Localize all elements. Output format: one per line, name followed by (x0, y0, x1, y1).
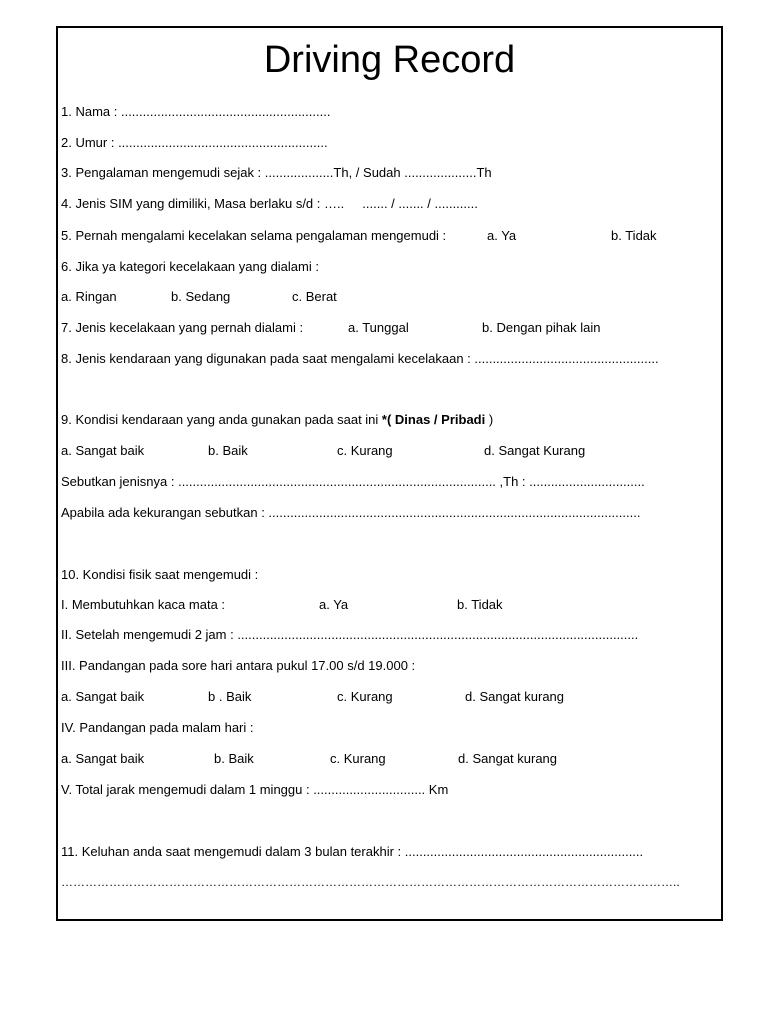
option-10-iv-sangat-kurang[interactable]: d. Sangat kurang (458, 751, 558, 766)
option-6-ringan[interactable]: a. Ringan (61, 289, 117, 304)
option-6-sedang[interactable]: b. Sedang (171, 289, 231, 304)
option-10-iv-sangat-baik[interactable]: a. Sangat baik (61, 751, 145, 766)
option-9-baik[interactable]: b. Baik (208, 443, 248, 458)
field-nama[interactable]: 1. Nama : .......................................................... (61, 104, 331, 119)
option-10-i-ya[interactable]: a. Ya (319, 597, 349, 612)
question-10-i: I. Membutuhkan kaca mata : (61, 597, 226, 612)
field-pengalaman[interactable]: 3. Pengalaman mengemudi sejak : ...................Th, / Sudah ....................Th (61, 165, 492, 180)
question-6: 6. Jika ya kategori kecelakaan yang dialami : (61, 259, 319, 274)
option-10-iv-baik[interactable]: b. Baik (214, 751, 254, 766)
option-6-berat[interactable]: c. Berat (292, 289, 337, 304)
option-5-ya[interactable]: a. Ya (487, 228, 517, 243)
field-keluhan-line[interactable]: ……………………………………………………………………………………………………………………………………….. (61, 875, 680, 889)
option-9-sangat-kurang[interactable]: d. Sangat Kurang (484, 443, 586, 458)
question-9-bold: *( Dinas / Pribadi (381, 412, 489, 427)
option-9-kurang[interactable]: c. Kurang (337, 443, 393, 458)
option-10-i-tidak[interactable]: b. Tidak (457, 597, 503, 612)
field-kekurangan[interactable]: Apabila ada kekurangan sebutkan : ....................................................................................................... (61, 505, 641, 520)
field-jenis-kendaraan[interactable]: 8. Jenis kendaraan yang digunakan pada saat mengalami kecelakaan : ................................................... (61, 351, 659, 366)
option-10-iv-kurang[interactable]: c. Kurang (330, 751, 386, 766)
field-jenis[interactable]: Sebutkan jenisnya : ........................................................................................ ,Th : ................................ (61, 474, 645, 489)
page-title: Driving Record (263, 39, 516, 81)
question-10-iv: IV. Pandangan pada malam hari : (61, 720, 254, 735)
question-10: 10. Kondisi fisik saat mengemudi : (61, 567, 259, 582)
option-9-sangat-baik[interactable]: a. Sangat baik (61, 443, 145, 458)
option-10-iii-baik[interactable]: b . Baik (208, 689, 252, 704)
question-9-text: 9. Kondisi kendaraan yang anda gunakan pada saat ini (61, 412, 382, 427)
option-10-iii-sangat-baik[interactable]: a. Sangat baik (61, 689, 145, 704)
option-5-tidak[interactable]: b. Tidak (611, 228, 657, 243)
field-10-ii[interactable]: II. Setelah mengemudi 2 jam : ............................................................................................................... (61, 627, 639, 642)
form-sheet (56, 26, 723, 921)
field-keluhan[interactable]: 11. Keluhan anda saat mengemudi dalam 3 bulan terakhir : .................................................................. (61, 844, 644, 859)
field-umur[interactable]: 2. Umur : .......................................................... (61, 135, 328, 150)
field-jenis-sim[interactable]: 4. Jenis SIM yang dimiliki, Masa berlaku s/d : ….. ....... / ....... / ............ (61, 196, 478, 211)
option-7-tunggal[interactable]: a. Tunggal (348, 320, 409, 335)
option-10-iii-sangat-kurang[interactable]: d. Sangat kurang (465, 689, 565, 704)
question-9 (61, 412, 493, 428)
question-9-close: ) (488, 412, 494, 427)
question-7: 7. Jenis kecelakaan yang pernah dialami : (61, 320, 304, 335)
question-5: 5. Pernah mengalami kecelakan selama pengalaman mengemudi : (61, 228, 447, 243)
option-7-pihak-lain[interactable]: b. Dengan pihak lain (482, 320, 601, 335)
option-10-iii-kurang[interactable]: c. Kurang (337, 689, 393, 704)
field-10-v[interactable]: V. Total jarak mengemudi dalam 1 minggu : ............................... Km (61, 782, 449, 797)
question-10-iii: III. Pandangan pada sore hari antara pukul 17.00 s/d 19.000 : (61, 658, 416, 673)
